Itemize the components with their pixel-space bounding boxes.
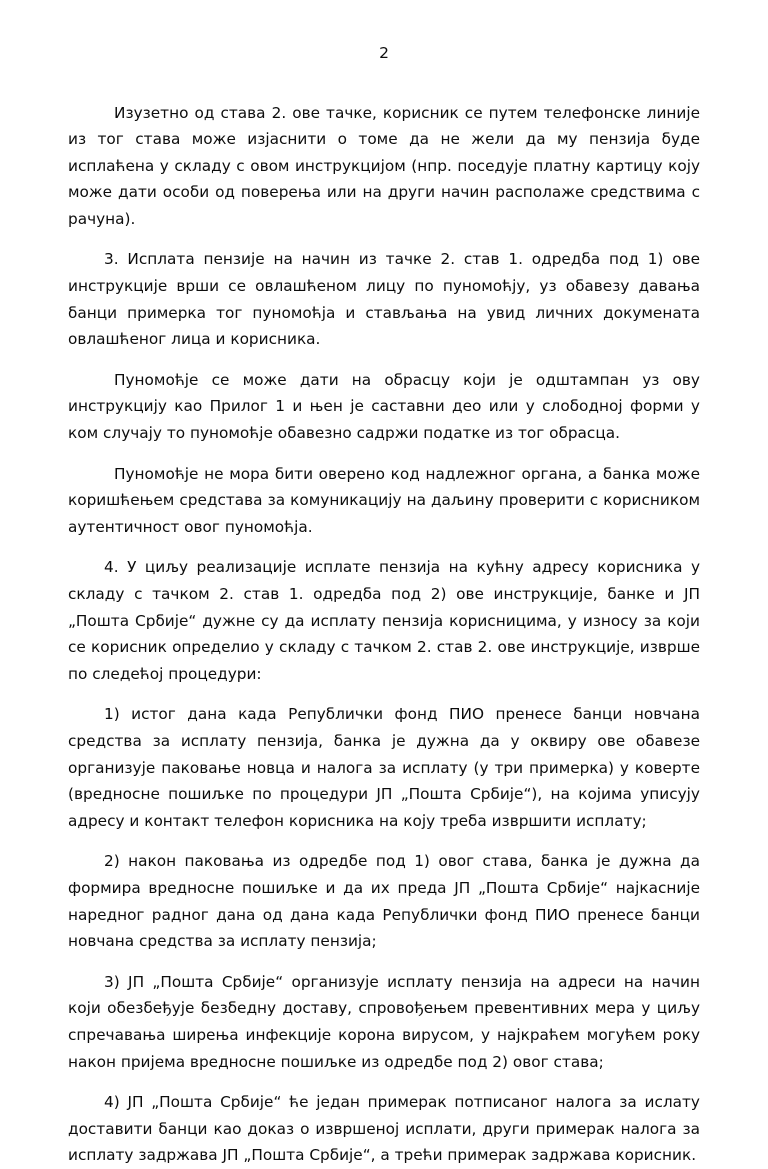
paragraph-item-3: 3. Исплата пензије на начин из тачке 2. став 1. одредба под 1) ове инструкције врши се овлашћеном лицу по пуномоћју, уз обавезу давања банци примерка тог пуномоћја и стављања на увид личних докумената овлашћеног лица и корисника. (68, 250, 700, 349)
paragraph: Пуномоћје се може дати на обрасцу који је одштампан уз ову инструкцију као Прилог 1 и њен је саставни део или у слободној форми у ком случају то пуномоћје обавезно садржи податке из тог обрасца. (68, 370, 700, 443)
paragraph-sub-3: 3) ЈП „Пошта Србије“ организује исплату пензија на адреси на начин који обезбеђује безбедну доставу, спровођењем превентивних мера у циљу спречавања ширења инфекције корона вирусом, у најкраћем могућем року након пријема вредносне пошиљке из одредбе под 2) овог става; (68, 972, 700, 1071)
paragraph-sub-2: 2) након паковања из одредбе под 1) овог става, банка је дужна да формира вредносне пошиљке и да их преда ЈП „Пошта Србије“ најкасније наредног радног дана од дана када Републички фонд ПИО пренесе банци новчана средства за исплату пензија; (68, 852, 700, 951)
page-number: 2 (379, 44, 389, 62)
paragraph-sub-1: 1) истог дана када Републички фонд ПИО пренесе банци новчана средства за исплату пензија, банка је дужна да у оквиру ове обавезе организује паковање новца и налога за исплату (у три примерка) у коверте (вредносне пошиљке по процедури ЈП „Пошта Србије“), на којима уписују адресу и контакт телефон корисника на коју треба извршити исплату; (68, 705, 700, 830)
document-body (68, 100, 700, 1169)
paragraph-sub-4: 4) ЈП „Пошта Србије“ ће један примерак потписаног налога за ислату доставити банци као доказ о извршеној исплати, други примерак налога за исплату задржава ЈП „Пошта Србије“, а трећи примерак задржава корисник. (68, 1093, 700, 1165)
paragraph: Пуномоћје не мора бити оверено код надлежног органа, а банка може коришћењем средстава за комуникацију на даљину проверити с корисником аутентичност овог пуномоћја. (68, 464, 700, 536)
paragraph: Изузетно од става 2. ове тачке, корисник се путем телефонске линије из тог става може изјаснити о томе да не жели да му пензија буде исплаћена у складу с овом инструкцијом (нпр. поседује платну картицу коју може дати особи од поверења или на други начин располаже средствима с рачуна). (68, 103, 700, 228)
paragraph-item-4: 4. У циљу реализације исплате пензија на кућну адресу корисника у складу с тачком 2. став 1. одредба под 2) ове инструкције, банке и ЈП „Пошта Србије“ дужне су да исплату пензија корисницима, у износу за који се корисник определио у складу с тачком 2. став 2. ове инструкције, изврше по следећој процедури: (68, 558, 700, 683)
